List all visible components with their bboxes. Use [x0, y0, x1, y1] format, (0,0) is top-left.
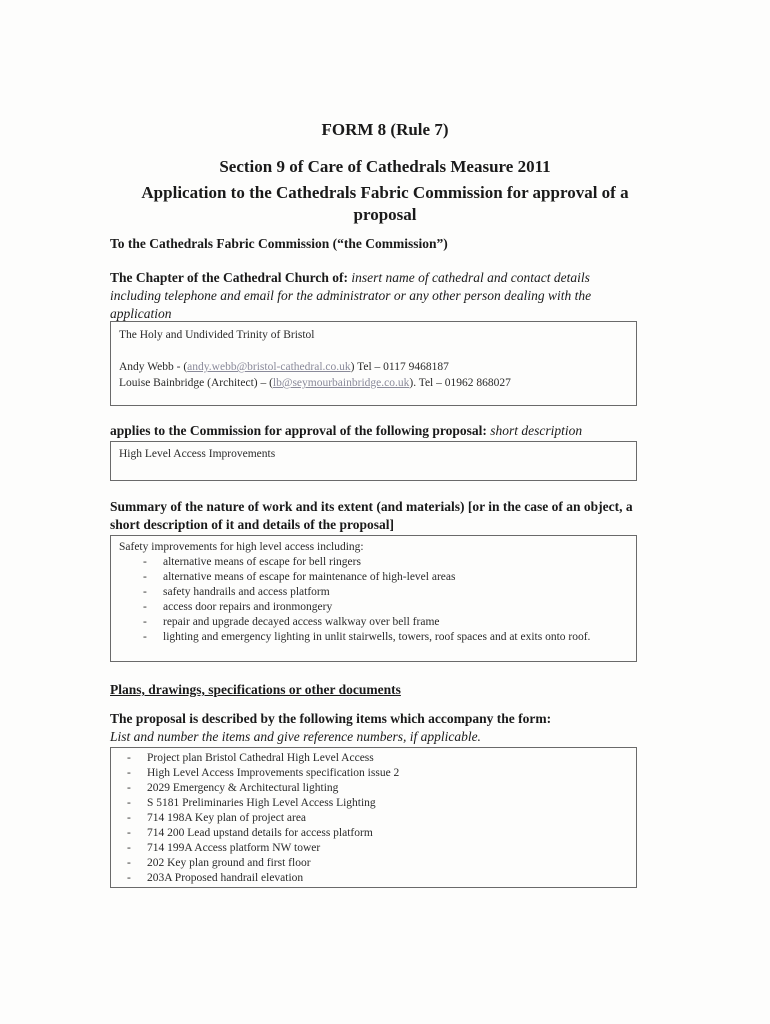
- summary-list: [119, 555, 628, 645]
- list-item: [119, 570, 628, 585]
- list-item-text: Project plan Bristol Cathedral High Level Access: [147, 752, 374, 764]
- cathedral-name: The Holy and Undivided Trinity of Bristol: [119, 329, 315, 341]
- list-item: [119, 766, 628, 781]
- chapter-details-box: [110, 321, 637, 406]
- list-item: [119, 630, 628, 645]
- list-item-text: High Level Access Improvements specification issue 2: [147, 767, 400, 779]
- list-item-text: safety handrails and access platform: [163, 586, 330, 598]
- list-item-text: alternative means of escape for maintenance of high-level areas: [163, 571, 456, 583]
- list-dash: -: [127, 812, 131, 824]
- section-title: Section 9 of Care of Cathedrals Measure 2011: [219, 157, 551, 176]
- list-dash: -: [143, 586, 147, 598]
- list-dash: -: [127, 752, 131, 764]
- contact2-prefix: Louise Bainbridge (Architect) – (: [119, 377, 273, 389]
- summary-box: [110, 535, 637, 662]
- list-dash: -: [143, 601, 147, 613]
- contact-andy-webb: [119, 359, 628, 375]
- documents-box: [110, 747, 637, 888]
- form-number: FORM 8 (Rule 7): [321, 120, 449, 139]
- list-dash: -: [127, 857, 131, 869]
- contact2-email-link[interactable]: lb@seymourbainbridge.co.uk: [272, 377, 410, 389]
- chapter-prompt: [110, 269, 640, 323]
- list-item: [119, 781, 628, 796]
- list-dash: -: [127, 842, 131, 854]
- list-item: [119, 615, 628, 630]
- applies-instruction: short description: [490, 423, 583, 438]
- contact1-phone: ) Tel – 0117 9468187: [350, 361, 449, 373]
- list-item: [119, 796, 628, 811]
- list-dash: -: [143, 631, 147, 643]
- list-item-text: 714 200 Lead upstand details for access platform: [147, 827, 373, 839]
- list-item: [119, 585, 628, 600]
- application-title: Application to the Cathedrals Fabric Commission for approval of a proposal: [141, 183, 629, 224]
- contact1-prefix: Andy Webb - (: [119, 361, 188, 373]
- documents-instruction: List and number the items and give reference numbers, if applicable.: [110, 729, 481, 744]
- list-dash: -: [127, 872, 131, 884]
- list-dash: -: [143, 556, 147, 568]
- contact2-phone: ). Tel – 01962 868027: [409, 377, 511, 389]
- documents-label: The proposal is described by the following items which accompany the form:: [110, 711, 552, 726]
- chapter-instruction: insert name of cathedral and contact details including telephone and email for the administrator or any other person dealing with the application: [110, 270, 592, 321]
- documents-prompt: [110, 710, 640, 746]
- list-item: [119, 826, 628, 841]
- chapter-label: The Chapter of the Cathedral Church of:: [110, 270, 348, 285]
- addressee: To the Cathedrals Fabric Commission (“the Commission”): [110, 236, 448, 251]
- list-item: [119, 811, 628, 826]
- summary-intro: Safety improvements for high level access including:: [119, 541, 364, 553]
- documents-list: [119, 751, 628, 886]
- proposal-description-box: [110, 441, 637, 481]
- list-item: [119, 751, 628, 766]
- list-dash: -: [143, 616, 147, 628]
- list-item: [119, 600, 628, 615]
- contact1-email-link[interactable]: andy.webb@bristol-cathedral.co.uk: [187, 361, 351, 373]
- applies-prompt: [110, 423, 650, 439]
- list-item-text: 714 198A Key plan of project area: [147, 812, 307, 824]
- list-dash: -: [143, 571, 147, 583]
- list-item-text: 203A Proposed handrail elevation: [147, 872, 304, 884]
- list-item: [119, 841, 628, 856]
- list-item: [119, 555, 628, 570]
- list-dash: -: [127, 797, 131, 809]
- plans-heading: Plans, drawings, specifications or other documents: [110, 682, 401, 697]
- proposal-description: High Level Access Improvements: [119, 448, 276, 460]
- applies-label: applies to the Commission for approval of the following proposal:: [110, 423, 487, 438]
- list-item-text: lighting and emergency lighting in unlit stairwells, towers, roof spaces and at exits onto roof.: [163, 631, 591, 643]
- list-dash: -: [127, 827, 131, 839]
- list-item-text: 714 199A Access platform NW tower: [147, 842, 321, 854]
- list-dash: -: [127, 782, 131, 794]
- contact-louise-bainbridge: [119, 375, 628, 391]
- list-item-text: alternative means of escape for bell ringers: [163, 556, 361, 568]
- list-item: [119, 871, 628, 886]
- list-dash: -: [127, 767, 131, 779]
- list-item: [119, 856, 628, 871]
- list-item-text: S 5181 Preliminaries High Level Access Lighting: [147, 797, 376, 809]
- list-item-text: repair and upgrade decayed access walkway over bell frame: [163, 616, 440, 628]
- list-item-text: 202 Key plan ground and first floor: [147, 857, 311, 869]
- list-item-text: access door repairs and ironmongery: [163, 601, 333, 613]
- list-item-text: 2029 Emergency & Architectural lighting: [147, 782, 339, 794]
- summary-label: Summary of the nature of work and its extent (and materials) [or in the case of an object, a short description of it and details of the proposal]: [110, 499, 633, 532]
